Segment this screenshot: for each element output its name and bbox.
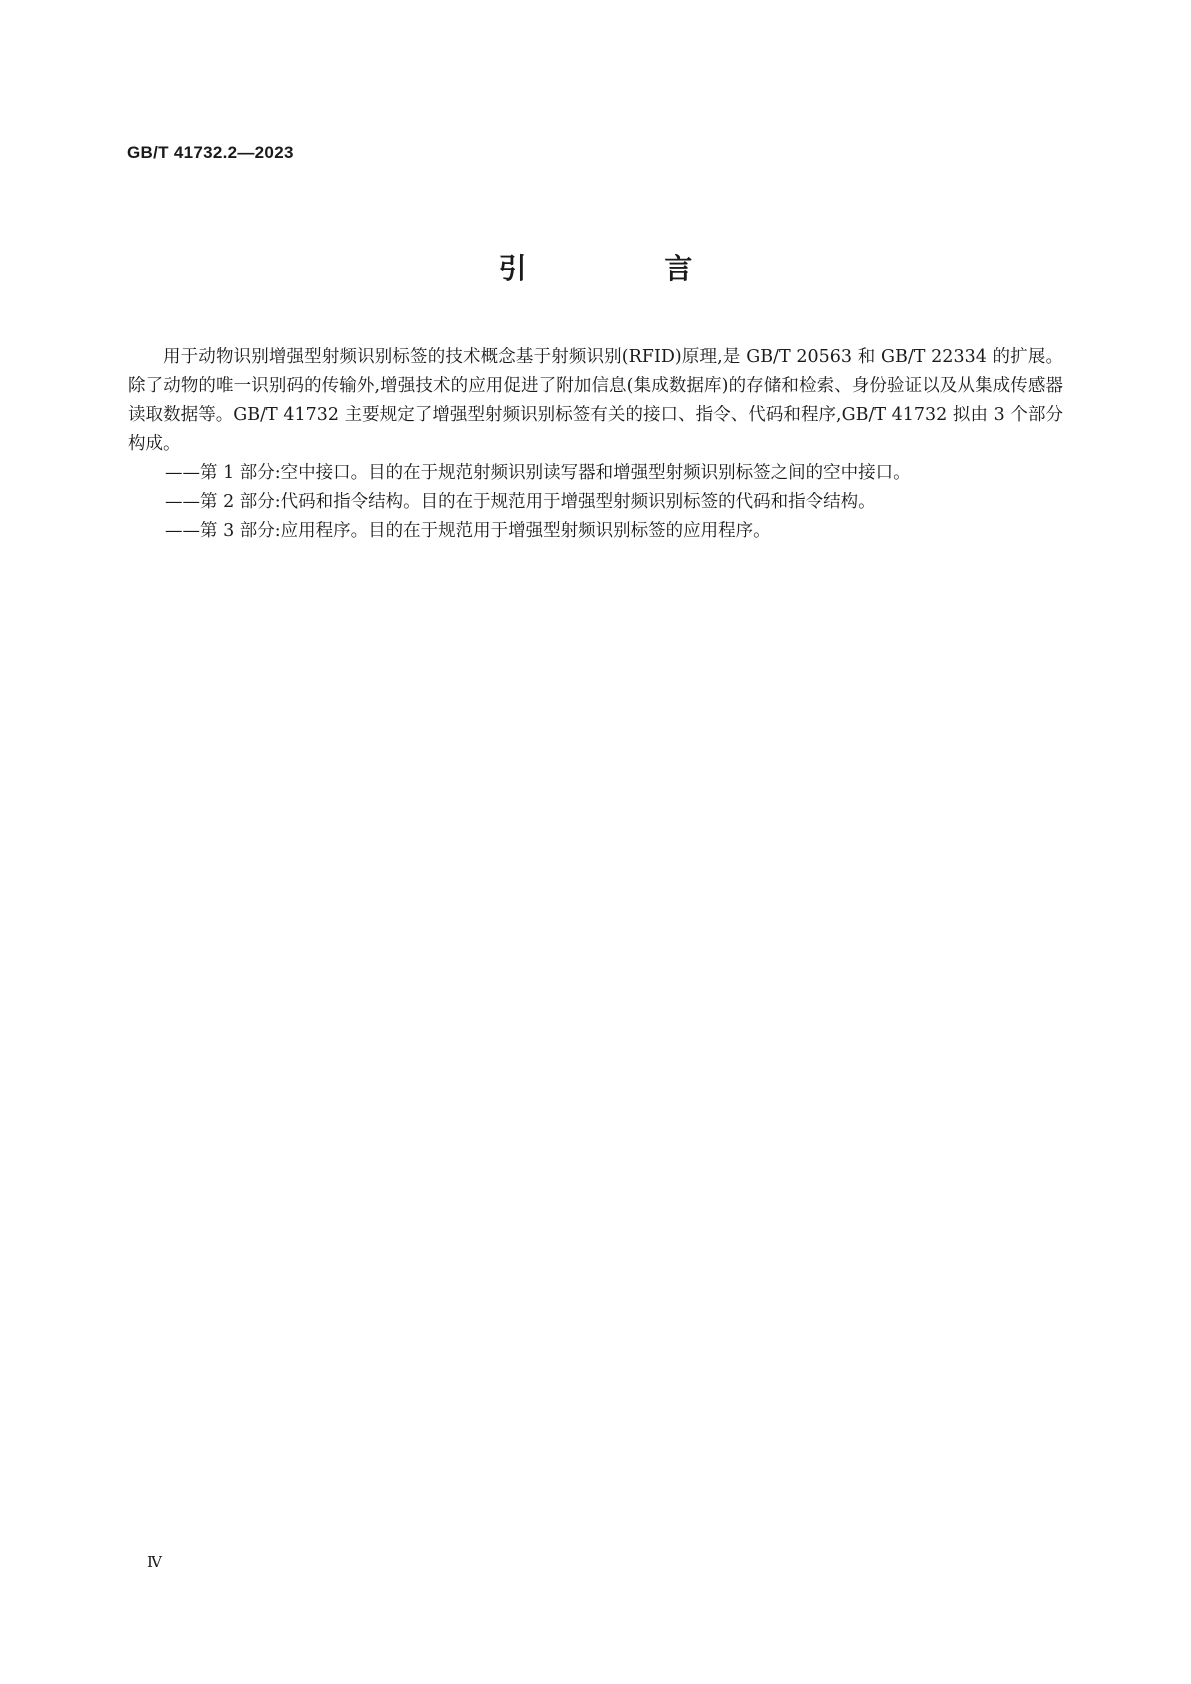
introduction-body: [128, 343, 1063, 546]
list-item-part-3: ——第 3 部分:应用程序。目的在于规范用于增强型射频识别标签的应用程序。: [165, 521, 771, 541]
page-number: Ⅳ: [147, 1553, 162, 1571]
page-title: 引 言: [498, 252, 757, 285]
standard-code-header: GB/T 41732.2—2023: [127, 143, 294, 162]
intro-paragraph: 用于动物识别增强型射频识别标签的技术概念基于射频识别(RFID)原理,是 GB/T 20563 和 GB/T 22334 的扩展。除了动物的唯一识别码的传输外,增强技术的应用促进了附加信息(集成数据库)的存储和检索、身份验证以及从集成传感器读取数据等。GB/T 41732 主要规定了增强型射频识别标签有关的接口、指令、代码和程序,GB/T 41732 拟由 3 个部分构成。: [128, 347, 1063, 454]
list-item-part-1: ——第 1 部分:空中接口。目的在于规范射频识别读写器和增强型射频识别标签之间的空中接口。: [165, 463, 911, 483]
list-item-part-2: ——第 2 部分:代码和指令结构。目的在于规范用于增强型射频识别标签的代码和指令结构。: [165, 492, 876, 512]
